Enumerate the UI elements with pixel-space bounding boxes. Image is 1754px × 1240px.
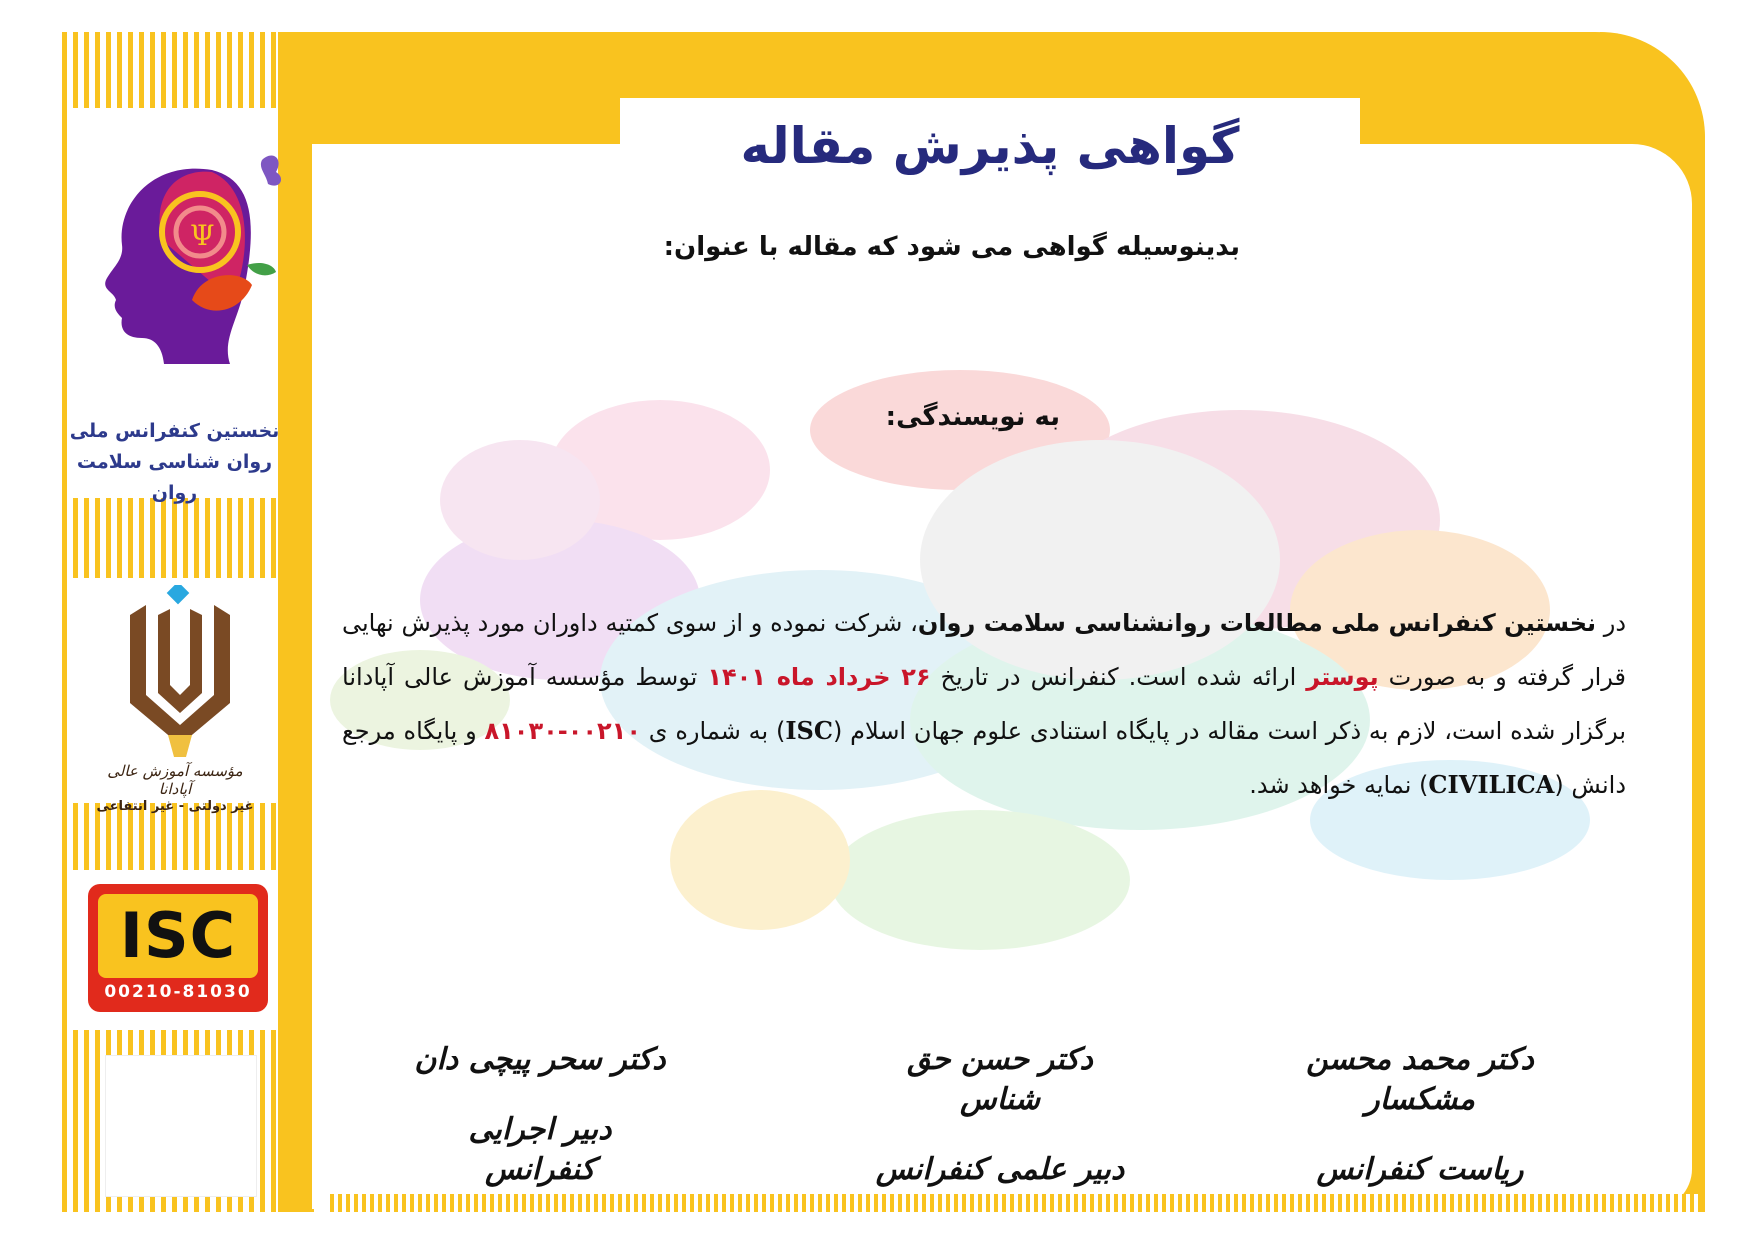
signature-executive-name: دکتر سحر پیچی دان: [414, 1042, 666, 1077]
body-middle: ، شرکت نموده و از سوی کمتیه داوران مورد پذیرش نهایی قرار گرفته و به صورت: [342, 609, 1626, 691]
body-after-isc: ) به شماره ی: [640, 717, 786, 745]
signature-scientific-secretary: [870, 1040, 1130, 1190]
conference-title: نخستین کنفرانس ملی مطالعات روانشناسی سلامت روان: [917, 609, 1597, 637]
conference-name-line1: نخستین کنفرانس ملی: [69, 420, 280, 442]
institute-name: مؤسسه آموزش عالی آپادانا: [107, 762, 243, 798]
signature-chair: [1290, 1040, 1550, 1190]
signature-executive-secretary: [410, 1040, 670, 1190]
signature-scientific-role: دبیر علمی کنفرانس: [875, 1152, 1125, 1187]
conference-date: ۲۶ خرداد ماه ۱۴۰۱: [707, 663, 931, 691]
body-after-date: توسط مؤسسه آموزش عالی آپادانا برگزار شده است، لازم به ذکر است مقاله در پایگاه استنادی علوم جهان اسلام (: [342, 663, 1627, 745]
body-prefix: در: [1596, 609, 1627, 637]
conference-head-logo: [62, 150, 282, 380]
isc-logo-number: 00210-81030: [104, 982, 252, 1002]
civilica-abbr: CIVILICA: [1428, 770, 1555, 799]
isc-number: ۰۰۲۱۰-۸۱۰۳۰: [484, 717, 641, 745]
body-after-number: و پایگاه مرجع دانش (: [342, 717, 1626, 799]
isc-abbr: ISC: [785, 716, 833, 745]
conference-name: [62, 416, 287, 509]
institute-type: غیر دولتی - غیر انتفاعی: [96, 799, 254, 814]
svg-text:Ψ: Ψ: [190, 219, 215, 252]
intro-line: بدینوسیله گواهی می شود که مقاله با عنوان:: [663, 232, 1240, 262]
apadana-institute-logo: [110, 585, 250, 765]
isc-logo: [88, 884, 268, 1012]
conference-name-line2: روان شناسی سلامت روان: [76, 451, 273, 504]
presentation-type: پوستر: [1306, 663, 1379, 691]
signature-scientific-name: دکتر حسن حق شناس: [907, 1042, 1093, 1117]
body-end: ) نمایه خواهد شد.: [1249, 771, 1429, 799]
signature-executive-role: دبیر اجرایی کنفرانس: [468, 1112, 612, 1187]
signature-chair-name: دکتر محمد محسن مشکسار: [1306, 1042, 1534, 1117]
isc-logo-text: ISC: [98, 894, 258, 978]
certificate-body-text: [342, 596, 1626, 812]
author-label: به نویسندگی:: [885, 402, 1060, 432]
institute-caption: [90, 762, 260, 816]
body-after-type: ارائه شده است. کنفرانس در تاریخ: [930, 663, 1307, 691]
certificate-title: گواهی پذیرش مقاله: [740, 117, 1240, 175]
signature-chair-role: ریاست کنفرانس: [1316, 1152, 1524, 1187]
